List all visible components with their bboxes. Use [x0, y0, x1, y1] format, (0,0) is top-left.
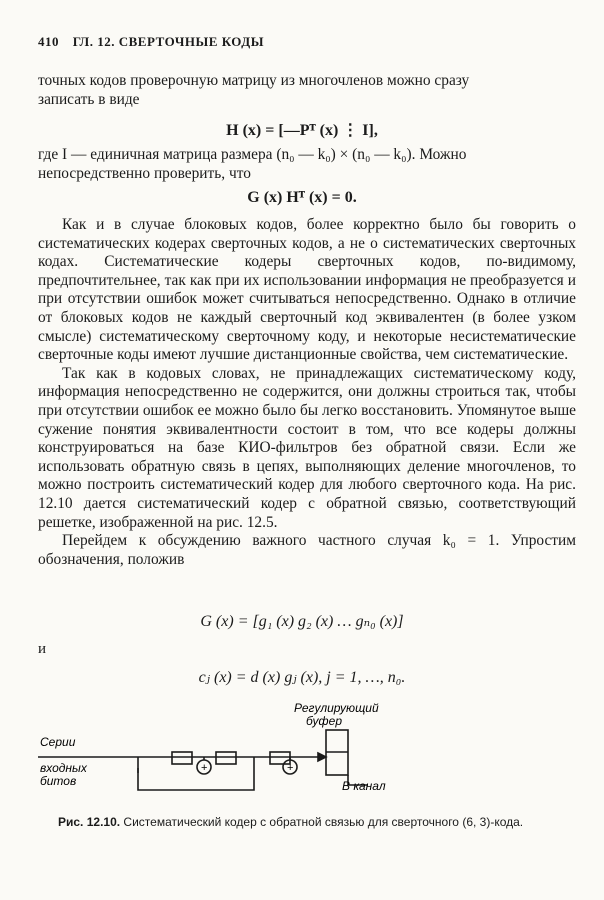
formula-cj: cⱼ (x) = d (x) gⱼ (x), j = 1, …, n₀. [198, 669, 406, 686]
input-label-1: Серии [40, 735, 76, 749]
formula-gx: G (x) = [g₁ (x) g₂ (x) … gₙ₀ (x)] [200, 613, 404, 630]
register-2 [216, 752, 236, 764]
input-label-3: битов [40, 774, 77, 788]
register-1 [172, 752, 192, 764]
adder-symbol-2: + [287, 762, 294, 774]
adder-symbol-1: + [201, 762, 208, 774]
intro-line-1: точных кодов проверочную матрицу из многочленов можно сразу [38, 72, 470, 89]
after-h-line-1: где I — единичная матрица размера (n₀ — k₀) × (n₀ — k₀). Можно [38, 146, 467, 163]
formula-g: G (x) Hᵀ (x) = 0. [247, 189, 357, 206]
body-text [38, 216, 576, 569]
buffer-label-1: Регулирующий [294, 701, 379, 715]
caption-text: Систематический кодер с обратной связью для сверточного (6, 3)-кода. [120, 815, 524, 829]
input-label-2: входных [40, 761, 87, 775]
intro-line-2: записать в виде [38, 90, 140, 108]
output-label: В канал [342, 779, 386, 793]
paragraph-3: Перейдем к обсуждению важного частного случая k₀ = 1. Упростим обозначения, положив [38, 532, 576, 568]
after-h-line-2: непосредственно проверить, что [38, 164, 251, 182]
encoder-diagram [38, 700, 558, 805]
input-arrow [318, 753, 326, 761]
formula-h: H (x) = [—Pᵀ (x) ⋮ I], [226, 122, 378, 139]
page-number: 410 [38, 34, 59, 49]
after-h-text [38, 146, 576, 183]
paragraph-2: Так как в кодовых словах, не принадлежащих систематическому коду, информация непосредственно не содержится, они должны строиться так, чтобы при отсутствии ошибок ее можно было бы легко восстановить. Упомянутое выше сужение понятия эквивалентности состоит в том, что все кодеры должны конструироваться на базе КИО-фильтров без обратной связи. Если же использовать обратную связь в цепях, выполняющих деление многочленов, то можно построить систематический кодер для любого сверточного кода. На рис. 12.10 дается систематический кодер с обратной связью, соответствующий решетке, изображенной на рис. 12.5. [38, 364, 576, 531]
and-word: и [38, 641, 47, 657]
intro-text [38, 72, 576, 109]
buffer-label-2: буфер [306, 714, 342, 728]
chapter-title: ГЛ. 12. СВЕРТОЧНЫЕ КОДЫ [72, 34, 264, 49]
caption-label: Рис. 12.10. [58, 815, 121, 829]
paragraph-1: Как и в случае блоковых кодов, более корректно было бы говорить о систематических кодерах сверточных кодов, а не о систематических сверточных кодах. Систематические кодеры сверточных кодов, по-видимому, предпочтительнее, так как при их использовании информация не преобразуется и при отсутствии ошибок может считываться непосредственно. Однако в отличие от блоковых кодов не каждый сверточный код эквивалентен (в более узком смысле) систематическому сверточному коду, и некоторые несистематические сверточные коды имеют лучшие дистанционные свойства, чем систематические. [38, 216, 576, 364]
page-header [38, 34, 578, 50]
figure-caption [58, 815, 558, 830]
